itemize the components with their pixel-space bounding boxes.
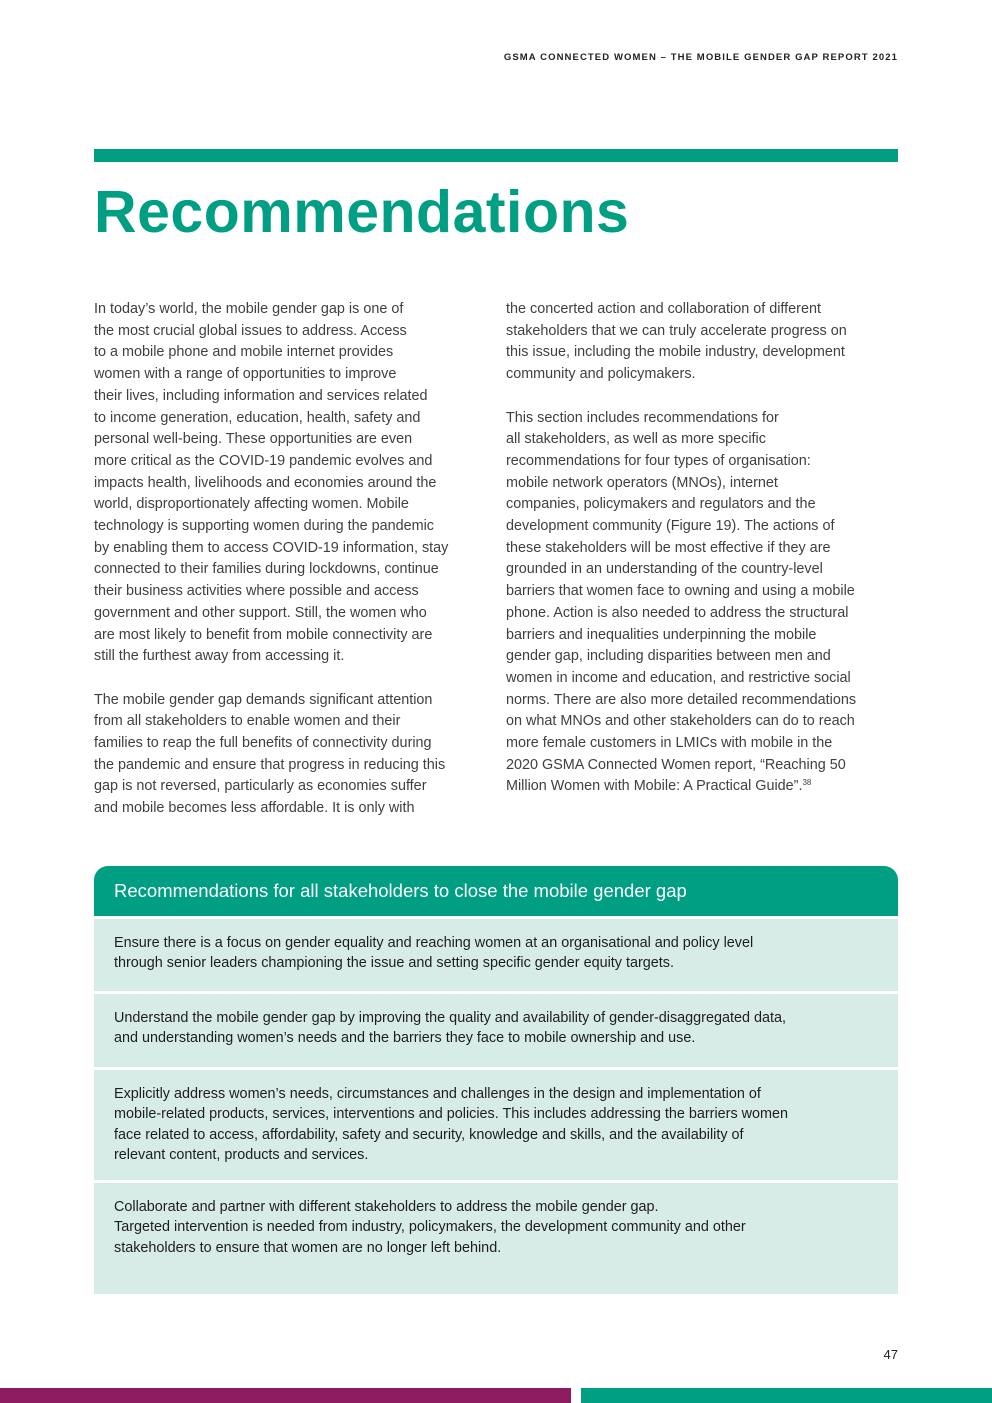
recommendations-box [94, 866, 898, 1294]
body-paragraph-text: This section includes recommendations for all stakeholders, as well as more specific recommendations for four types of organisation: mobile network operators (MNOs), internet companies, policymakers and regulators and the development community (Figure 19). The actions of these stakeholders will be most effective if they are grounded in an understanding of the country-level barriers that women face to owning and using a mobile phone. Action is also needed to address the structural barriers and inequalities underpinning the mobile gender gap, including disparities between men and women in income and education, and restrictive social norms. There are also more detailed recommendations on what MNOs and other stakeholders can do to reach more female customers in LMICs with mobile in the 2020 GSMA Connected Women report, “Reaching 50 Million Women with Mobile: A Practical Guide”. [506, 409, 857, 795]
page-number: 47 [883, 1347, 898, 1362]
body-paragraph: The mobile gender gap demands significant attention from all stakeholders to enable women and their families to reap the full benefits of connectivity during the pandemic and ensure that progress in reducing this gap is not reversed, particularly as economies suffer and mobile becomes less affordable. It is only with [94, 691, 446, 817]
body-column-left [94, 299, 488, 842]
body-paragraph: In today’s world, the mobile gender gap is one of the most crucial global issues to address. Access to a mobile phone and mobile internet provides women with a range of opportunities to improve their lives, including information and services related to income generation, education, health, safety and personal well-being. These opportunities are even more critical as the COVID-19 pandemic evolves and impacts health, livelihoods and economies around the world, disproportionately affecting women. Mobile technology is supporting women during the pandemic by enabling them to access COVID-19 information, stay connected to their families during lockdowns, continue their business activities where possible and access government and other support. Still, the women who are most likely to benefit from mobile connectivity are still the furthest away from accessing it. [94, 301, 449, 665]
body-paragraph [506, 408, 900, 799]
recommendation-item: Collaborate and partner with different stakeholders to address the mobile gender gap. Targeted intervention is needed from industry, policymakers, the development community and other stakeholders to ensure that women are no longer left behind. [94, 1183, 898, 1294]
footer-bar-magenta [0, 1388, 571, 1403]
body-column-right [506, 299, 900, 820]
recommendation-item: Explicitly address women’s needs, circumstances and challenges in the design and implementation of mobile-related products, services, interventions and policies. This includes addressing the barriers women face related to access, affordability, safety and security, knowledge and skills, and the availability of relevant content, products and services. [94, 1070, 898, 1180]
recommendations-heading: Recommendations for all stakeholders to close the mobile gender gap [94, 866, 898, 916]
recommendation-item: Ensure there is a focus on gender equality and reaching women at an organisational and policy level through senior leaders championing the issue and setting specific gender equity targets. [94, 919, 898, 991]
footnote-ref: 38 [802, 778, 812, 788]
title-rule [94, 149, 898, 162]
running-header: GSMA CONNECTED WOMEN – THE MOBILE GENDER GAP REPORT 2021 [503, 52, 898, 63]
page-title: Recommendations [94, 179, 630, 245]
footer-bar-green [581, 1388, 992, 1403]
recommendation-item: Understand the mobile gender gap by improving the quality and availability of gender-disaggregated data, and understanding women’s needs and the barriers they face to mobile ownership and use. [94, 994, 898, 1067]
body-paragraph: the concerted action and collaboration of different stakeholders that we can truly accelerate progress on this issue, including the mobile industry, development community and policymakers. [506, 301, 847, 383]
